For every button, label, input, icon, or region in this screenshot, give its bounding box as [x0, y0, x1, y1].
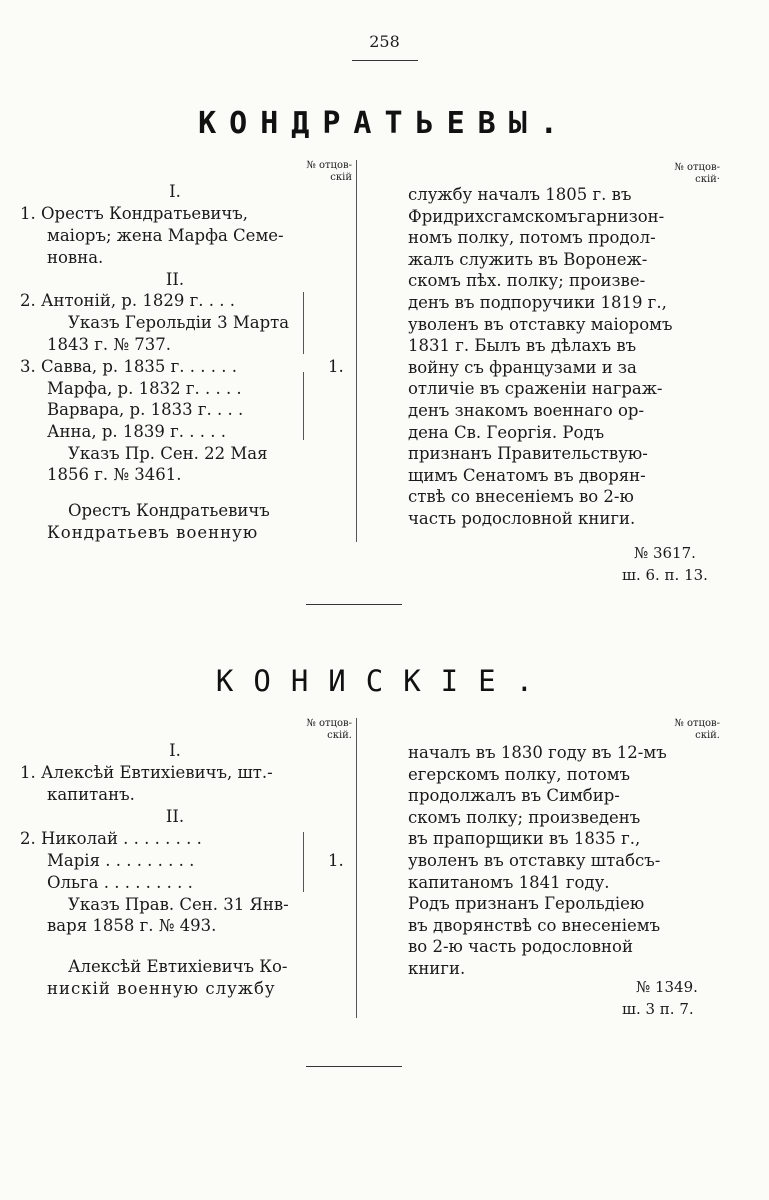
decree-text: 1856 г. № 3461.: [47, 465, 182, 484]
generation-2-label: II.: [165, 270, 185, 289]
bracket-line: [303, 832, 304, 892]
genealogy-entry-1: 1. Орестъ Кондратьевичъ,: [20, 204, 249, 223]
header-rule: [352, 60, 418, 61]
genealogy-entry-1: 1. Алексѣй Евтихіевичъ, шт.-: [20, 763, 273, 782]
column-header-right: № отцов- скій·: [674, 162, 720, 185]
narrative-left: нискій военную службу: [47, 979, 276, 998]
decree-text: Указъ Пр. Сен. 22 Мая: [68, 444, 268, 463]
column-divider: [356, 160, 357, 542]
genealogy-entry-1-cont: маіоръ; жена Марфа Семе-: [47, 226, 284, 245]
genealogy-entry-sibling: Анна, р. 1839 г. . . . .: [47, 422, 226, 441]
genealogy-entry-2: 2. Антоній, р. 1829 г. . . .: [20, 291, 235, 310]
narrative-right: началъ въ 1830 году въ 12-мъ егерскомъ полку, потомъ продолжалъ въ Симбир- скомъ полку; произведенъ въ прапорщики въ 1835 г., уволенъ въ отставку штабсъ- капитаномъ 1841 году. Родъ признанъ Герольдіею въ дворянствѣ со внесеніемъ во 2-ю часть родословной книги.: [408, 743, 667, 978]
narrative-left: Орестъ Кондратьевичъ: [68, 501, 270, 520]
section-divider: [306, 1066, 402, 1067]
decree-text: Указъ Герольдіи 3 Марта: [68, 313, 290, 332]
archive-reference-number: № 1349.: [636, 978, 698, 996]
father-number: 1.: [328, 851, 344, 870]
archive-reference-location: ш. 3 п. 7.: [622, 1000, 694, 1018]
page-number: 258: [369, 32, 400, 51]
section-title-kondratievy: КОНДРАТЬЕВЫ.: [198, 106, 571, 141]
genealogy-entry-2: 2. Николай . . . . . . . .: [20, 829, 202, 848]
genealogy-entry-3: 3. Савва, р. 1835 г. . . . . .: [20, 357, 237, 376]
genealogy-entry-sibling: Марія . . . . . . . . .: [47, 851, 195, 870]
narrative-left: Алексѣй Евтихіевичъ Ко-: [68, 957, 288, 976]
generation-1-label: I.: [169, 741, 181, 760]
narrative-left: Кондратьевъ военную: [47, 523, 259, 542]
column-header-left: № отцов- скій: [306, 160, 352, 183]
column-divider: [356, 718, 357, 1018]
bracket-line: [303, 292, 304, 354]
father-number: 1.: [328, 357, 344, 376]
archive-reference-location: ш. 6. п. 13.: [622, 566, 708, 584]
genealogy-entry-sibling: Марфа, р. 1832 г. . . . .: [47, 379, 242, 398]
section-title-koniskie: КОНИСКІЕ.: [215, 664, 554, 698]
decree-text: 1843 г. № 737.: [47, 335, 171, 354]
genealogy-entry-1-cont: капитанъ.: [47, 785, 135, 804]
section-divider: [306, 604, 402, 605]
column-header-right: № отцов- скій.: [674, 718, 720, 741]
archive-reference-number: № 3617.: [634, 544, 696, 562]
generation-2-label: II.: [165, 807, 185, 826]
decree-text: варя 1858 г. № 493.: [47, 916, 217, 935]
narrative-right: службу началъ 1805 г. въ Фридрихсгамскомъгарнизон- номъ полку, потомъ продол- жалъ служить въ Воронеж- скомъ пѣх. полку; произве- денъ въ подпоручики 1819 г., уволенъ въ отставку маіоромъ 1831 г. Былъ въ дѣлахъ въ войну съ французами и за отличіе въ сраженіи награж- денъ знакомъ военнаго ор- дена Св. Георгія. Родъ признанъ Правительствую- щимъ Сенатомъ въ дворян- ствѣ со внесеніемъ во 2-ю часть родословной книги.: [408, 185, 673, 528]
decree-text: Указъ Прав. Сен. 31 Янв-: [68, 895, 289, 914]
genealogy-entry-sibling: Варвара, р. 1833 г. . . .: [47, 400, 244, 419]
generation-1-label: I.: [169, 182, 181, 201]
genealogy-entry-sibling: Ольга . . . . . . . . .: [47, 873, 193, 892]
bracket-line: [303, 372, 304, 440]
column-header-left: № отцов- скій.: [306, 718, 352, 741]
genealogy-entry-1-cont: новна.: [47, 248, 104, 267]
